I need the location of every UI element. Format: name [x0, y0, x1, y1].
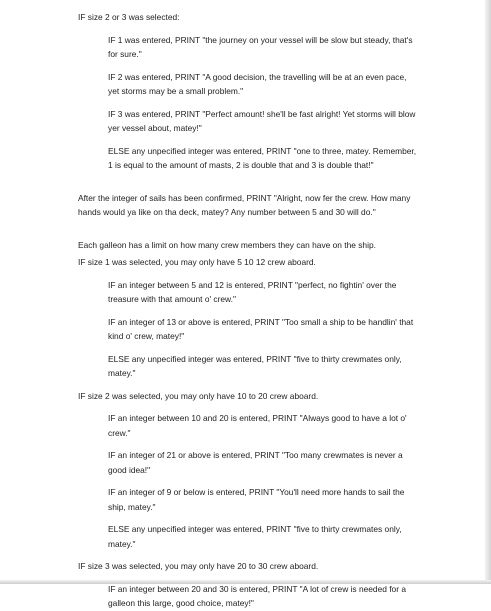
indented-paragraph: IF an integer of 21 or above is entered, PRINT "Too many crewmates is never a good idea!"	[108, 450, 403, 475]
document-body	[78, 10, 418, 611]
page-edge-shadow	[485, 0, 491, 584]
indented-paragraph: IF 3 was entered, PRINT "Perfect amount! she'll be fast alright! Yet storms will blow yer vessel about, matey!"	[108, 108, 416, 133]
indented-paragraph: IF an integer between 20 and 30 is entered, PRINT "A lot of crew is needed for a galleon this large, good choice, matey!"	[108, 583, 406, 608]
indented-paragraph: IF an integer between 10 and 20 is entered, PRINT "Always good to have a lot o' crew."	[108, 413, 407, 438]
indented-paragraph: ELSE any unpecified integer was entered, PRINT "one to three, matey. Remember, 1 is equal to the amount of masts, 2 is double that and 3 is double that!"	[108, 145, 417, 170]
indented-paragraph: IF 2 was entered, PRINT "A good decision, the travelling will be at an even pace, yet storms may be a small problem."	[108, 71, 407, 96]
paragraph: Each galleon has a limit on how many crew members they can have on the ship.	[78, 239, 376, 250]
indented-paragraph: ELSE any unpecified integer was entered, PRINT "five to thirty crewmates only, matey."	[108, 524, 402, 549]
paragraph: IF size 2 was selected, you may only have 10 to 20 crew aboard.	[78, 390, 319, 401]
paragraph: IF size 2 or 3 was selected:	[78, 12, 180, 22]
paragraph: IF size 3 was selected, you may only have 20 to 30 crew aboard.	[78, 561, 319, 571]
indented-paragraph: IF an integer of 9 or below is entered, PRINT "You'll need more hands to sail the ship, matey."	[108, 487, 405, 512]
indented-paragraph: IF 1 was entered, PRINT "the journey on your vessel will be slow but steady, that's for sure."	[108, 34, 413, 59]
indented-paragraph: IF an integer between 5 and 12 is entered, PRINT "perfect, no fightin' over the treasure with that amount o' crew."	[108, 279, 397, 304]
paragraph: IF size 1 was selected, you may only have 5 10 12 crew aboard.	[78, 257, 316, 267]
indented-paragraph: ELSE any unpecified integer was entered, PRINT "five to thirty crewmates only, matey."	[108, 353, 402, 378]
paragraph: After the integer of sails has been confirmed, PRINT "Alright, now fer the crew. How many hands would ya like on tha deck, matey? Any number between 5 and 30 will do."	[78, 192, 411, 217]
indented-paragraph: IF an integer of 13 or above is entered, PRINT "Too small a ship to be handlin' that kind o' crew, matey!"	[108, 316, 414, 341]
